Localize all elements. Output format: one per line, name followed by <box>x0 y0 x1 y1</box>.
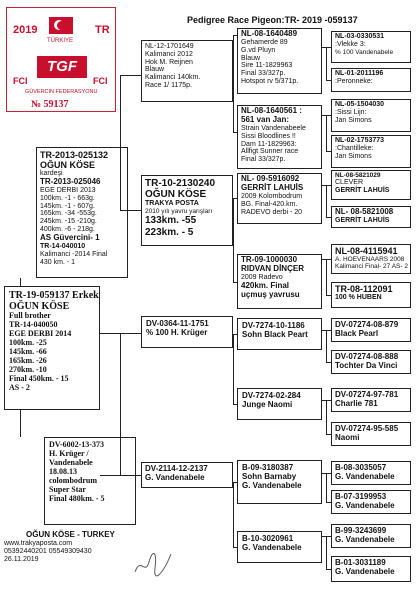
pedigree-line: Sohn Barnaby <box>242 471 297 481</box>
connector-line <box>326 295 331 296</box>
sibling-line: DV-6002-13-373 <box>49 440 104 449</box>
pedigree-line: B-09-3180387 <box>242 463 294 472</box>
sibling-line: TR-2013-025046 <box>40 176 101 186</box>
sibling-line: colombodrum <box>49 475 97 485</box>
sibling-card <box>44 437 136 525</box>
logo-country-code: TR <box>95 24 110 36</box>
gen4-card <box>331 388 411 412</box>
pedigree-line: Charlie 781 <box>335 398 378 408</box>
pedigree-line: Jan Simons <box>335 116 372 124</box>
gen4-card <box>331 350 411 374</box>
gen3-card <box>237 388 322 420</box>
dam-ring: DV-0364-11-1751 <box>146 319 209 328</box>
connector-line <box>326 217 331 218</box>
pedigree-line: Junge Naomi <box>242 399 293 409</box>
granddam-card <box>141 462 233 488</box>
pedigree-line: uçmuş yavrusu <box>241 289 300 299</box>
pedigree-line: DV-07274-08-888 <box>335 352 399 361</box>
logo-year: 2019 <box>13 24 38 36</box>
pedigree-line: Gehamerde 89 <box>241 38 288 46</box>
connector-line <box>326 400 327 434</box>
subject-card <box>4 286 100 410</box>
connector-line <box>326 569 331 570</box>
pedigree-line: GERRİT LAHUİS <box>335 216 390 224</box>
pedigree-line: Sohn Black Peart <box>242 329 308 339</box>
connector-line <box>233 482 234 547</box>
footer-line: 05392440201 05549309430 <box>4 547 92 555</box>
pedigree-line: GERRİT LAHUİS <box>241 182 304 192</box>
pedigree-line: Kalimanci 140km. <box>145 74 201 82</box>
subject-line: Final 450km. - 15 <box>9 374 69 384</box>
gen3-card <box>237 173 322 224</box>
pedigree-line: Strain Vandenabeele <box>241 124 306 132</box>
pedigree-line: DV-7274-02-284 <box>242 391 301 400</box>
logo-country-name: TÜRKIYE <box>47 38 74 44</box>
pedigree-line: Naomi <box>335 432 360 442</box>
pedigree-line: NL-01-2011196 <box>335 70 384 77</box>
logo-fci-left: FCI <box>13 76 28 86</box>
pedigree-line: NL-08-1640561 : <box>241 106 302 115</box>
subject-line: TR-14-040050 <box>9 320 58 330</box>
subject-line: AS - 2 <box>9 383 30 392</box>
pedigree-line: TR-08-112091 <box>335 284 393 294</box>
pedigree-line: G.vd Pluyn <box>241 46 276 54</box>
connector-line <box>120 333 121 475</box>
connector-line <box>326 502 331 503</box>
pedigree-line: G. Vandenabele <box>242 542 302 552</box>
pedigree-line: A. HOEVENAARS 2008 <box>335 256 405 264</box>
gen4-card <box>331 490 411 514</box>
sibling-line: kardeşi <box>40 170 63 178</box>
subject-line: EGE DERBI 2014 <box>9 329 72 339</box>
subject-name: OĞUN KÖSE <box>9 301 70 313</box>
pedigree-line: G. Vandenabele <box>335 566 395 576</box>
page-title: Pedigree Race Pigeon:TR- 2019 -059137 <box>187 15 358 25</box>
pedigree-line: Black Pearl <box>335 328 379 338</box>
pedigree-line: DV-07274-97-781 <box>335 390 399 399</box>
logo-federation: GÜVERCIN FEDERASYONU <box>25 89 98 95</box>
gen3-card <box>237 318 322 350</box>
sire-line: 133km. -55 <box>145 215 197 227</box>
connector-line <box>120 75 141 76</box>
connector-line <box>233 35 234 132</box>
subject-line: 100km. -25 <box>9 338 47 348</box>
connector-line <box>120 75 121 211</box>
sire-ring: TR-10-2130240 <box>145 178 216 189</box>
pedigree-line: GERRİT LAHUİS <box>335 187 390 195</box>
sibling-line: EGE DERBI 2013 <box>40 186 96 194</box>
pedigree-line: :Vlekke 3: <box>335 40 366 48</box>
pedigree-line: B-99-3243699 <box>335 526 387 535</box>
gen3-card <box>237 460 322 504</box>
connector-line <box>233 547 237 548</box>
grandsire-card <box>141 40 233 102</box>
gen4-card <box>331 318 411 342</box>
logo-fci-right: FCI <box>93 76 108 86</box>
connector-line <box>100 333 121 334</box>
connector-line <box>326 434 331 435</box>
sire-card <box>141 175 233 246</box>
pedigree-line: NL- 08-5821008 <box>335 207 394 216</box>
federation-logo <box>6 7 116 112</box>
connector-line <box>233 132 237 133</box>
pedigree-line: BG. Final-420.km. <box>241 200 298 208</box>
pedigree-line: CLEVER <box>335 179 364 187</box>
pedigree-line: NL-08-4115941 <box>335 246 398 256</box>
pedigree-line: RADEVO derbi - 20 <box>241 208 303 216</box>
sibling-line: Kalimanci -2014 Final <box>40 250 108 258</box>
pedigree-line: TR-09-1000030 <box>241 255 298 264</box>
subject-line: 270km. -10 <box>9 365 47 375</box>
gen4-card <box>331 206 411 228</box>
sibling-line: AS Güvercini- 1 <box>40 232 100 242</box>
gen4-card <box>331 282 411 308</box>
gen4-card <box>331 244 411 274</box>
connector-line <box>233 334 234 404</box>
subject-ring: TR-19-059137 Erkek <box>9 290 99 301</box>
footer-website: www.trakyaposta.com <box>4 539 73 547</box>
pedigree-line: Hotspot rv 5/371p. <box>241 78 299 86</box>
connector-line <box>326 259 327 295</box>
connector-line <box>326 185 327 217</box>
connector-line <box>100 475 141 476</box>
connector-line <box>326 47 327 80</box>
pedigree-line: 561 van Jan: <box>241 114 290 124</box>
pedigree-line: B-01-3031189 <box>335 558 386 567</box>
connector-line <box>233 198 234 282</box>
connector-line <box>20 278 21 287</box>
pedigree-line: Kalimanci 2012 <box>145 50 193 58</box>
pedigree-line: NL-05-1504030 <box>335 101 385 108</box>
connector-line <box>120 333 141 334</box>
connector-line <box>326 80 331 81</box>
subject-line: Full brother <box>9 311 51 321</box>
pedigree-line: Blauw <box>145 66 165 74</box>
connector-line <box>326 473 327 502</box>
sire-name: OĞUN KÖSE <box>145 189 207 201</box>
pedigree-line: Sire 11-1829963 <box>241 62 293 70</box>
pedigree-line: % 100 Vandenabele <box>335 48 394 56</box>
pedigree-line: NL-02-1753773 <box>335 137 385 144</box>
sibling-line: 400km. -6 - 218g. <box>40 226 95 234</box>
sibling-line: TR-14-040010 <box>40 242 86 250</box>
pedigree-line: 100 % HUBEN <box>335 294 382 302</box>
sibling-line: 100km. -1 - 663g. <box>40 194 95 202</box>
connector-line <box>233 282 237 283</box>
connector-line <box>326 151 331 152</box>
sibling-card <box>36 147 128 278</box>
gen4-card <box>331 31 411 63</box>
pedigree-line: Dam 11-1829963: <box>241 140 297 148</box>
pedigree-line: DV-2114-12-2137 <box>145 464 208 473</box>
sire-line: 2010 yılı yavru yarışları <box>145 208 213 216</box>
sibling-line: Super Star <box>49 484 86 494</box>
pedigree-line: NL-03-0330531 <box>335 33 385 40</box>
pedigree-line: NL-12-1701649 <box>145 43 194 50</box>
connector-line <box>326 115 327 151</box>
pedigree-line: Tochter Da Vinci <box>335 360 398 370</box>
dam-line: % 100 H. Krüger <box>146 327 208 337</box>
gen4-card <box>331 524 411 548</box>
pedigree-line: DV-7274-10-1186 <box>242 321 305 330</box>
pedigree-line: Hok M. Reijnen <box>145 58 193 66</box>
gen3-card <box>237 105 322 169</box>
gen3-card <box>237 28 322 94</box>
pedigree-line: :Sissi Lijn: <box>335 108 367 116</box>
gen4-card <box>331 461 411 485</box>
pedigree-line: RIDVAN DİNÇER <box>241 263 304 273</box>
pedigree-line: 2009 Radevo <box>241 273 283 281</box>
sire-line: TRAKYA POSTA <box>145 200 199 208</box>
pedigree-line: DV-07274-08-879 <box>335 320 399 329</box>
connector-line <box>326 536 327 569</box>
gen4-card <box>331 170 411 200</box>
pedigree-line: G. Vandenabele <box>335 500 395 510</box>
pedigree-line: NL-08-5821029 <box>335 172 381 179</box>
sire-line: 223km. - 5 <box>145 226 194 238</box>
connector-line <box>20 410 21 437</box>
pedigree-line: NL- 09-5916092 <box>241 174 300 183</box>
sibling-line: Final 480km. - 5 <box>49 493 105 503</box>
pedigree-line: Jan Simons <box>335 152 372 160</box>
pedigree-line: Sissi Bloodlines !! <box>241 132 296 140</box>
gen4-card <box>331 68 411 92</box>
gen4-card <box>331 99 411 132</box>
pedigree-line: G. Vandenabele <box>242 480 302 490</box>
gen4-card <box>331 422 411 446</box>
footer-line: 26.11.2019 <box>4 555 39 563</box>
pedigree-line: :Chantilleke: <box>335 144 374 152</box>
pedigree-line: 420km. Final <box>241 280 290 290</box>
sibling-line: 165km. -34 -553g. <box>40 210 97 218</box>
pedigree-line: DV-07274-95-585 <box>335 424 399 433</box>
pedigree-line: G. Vandenabele <box>335 534 395 544</box>
pedigree-line: Final 33/327p. <box>241 156 286 164</box>
sibling-line: 245km. -15 -210g. <box>40 218 97 226</box>
footer-contact <box>4 531 115 563</box>
gen3-card <box>237 531 322 563</box>
pedigree-line: Blauw <box>241 54 261 62</box>
signature-icon <box>133 548 173 578</box>
connector-line <box>326 362 331 363</box>
ring-number: № 59137 <box>31 99 69 110</box>
subject-line: 165km. -26 <box>9 356 47 366</box>
sibling-line: 145km. -1 - 607g. <box>40 202 95 210</box>
pedigree-line: :Peronneke: <box>335 77 373 85</box>
sibling-line: 18.08.13 <box>49 466 77 476</box>
gen4-card <box>331 556 411 582</box>
gen3-card <box>237 254 322 309</box>
sibling-line: H. Krüger / <box>49 448 89 458</box>
logo-brand: TGF <box>37 56 87 78</box>
sibling-line: 430 km. - 1 <box>40 258 76 266</box>
connector-line <box>326 330 327 362</box>
subject-line: 145km. -66 <box>9 347 47 357</box>
pedigree-line: 2009 Kolombodrum <box>241 192 303 200</box>
connector-line <box>120 210 141 211</box>
pedigree-line: NL-08-1640489 <box>241 29 298 38</box>
pedigree-line: Kalimanci Final- 27 AS- 2 <box>335 263 408 271</box>
connector-line <box>233 404 237 405</box>
pedigree-line: G. Vandenabele <box>145 472 205 482</box>
pedigree-line: G. Vandenabele <box>335 471 395 481</box>
gen4-card <box>331 135 411 168</box>
pedigree-line: B-07-3199953 <box>335 492 387 501</box>
sibling-line: Vandenabele <box>49 457 93 467</box>
sibling-line: OĞUN KÖSE <box>40 160 96 171</box>
dam-card <box>141 316 233 348</box>
footer-line: OĞUN KÖSE - TURKEY <box>26 530 115 539</box>
pedigree-line: B-10-3020961 <box>242 534 294 543</box>
pedigree-line: Allfigt Sunner race <box>241 148 299 156</box>
pedigree-line: Race 1/ 1175p. <box>145 82 192 90</box>
turkish-flag-icon <box>49 17 73 34</box>
pedigree-line: Final 33/327p. <box>241 70 286 78</box>
sibling-line: TR-2013-025132 <box>40 150 109 160</box>
pedigree-line: B-08-3035057 <box>335 463 387 472</box>
